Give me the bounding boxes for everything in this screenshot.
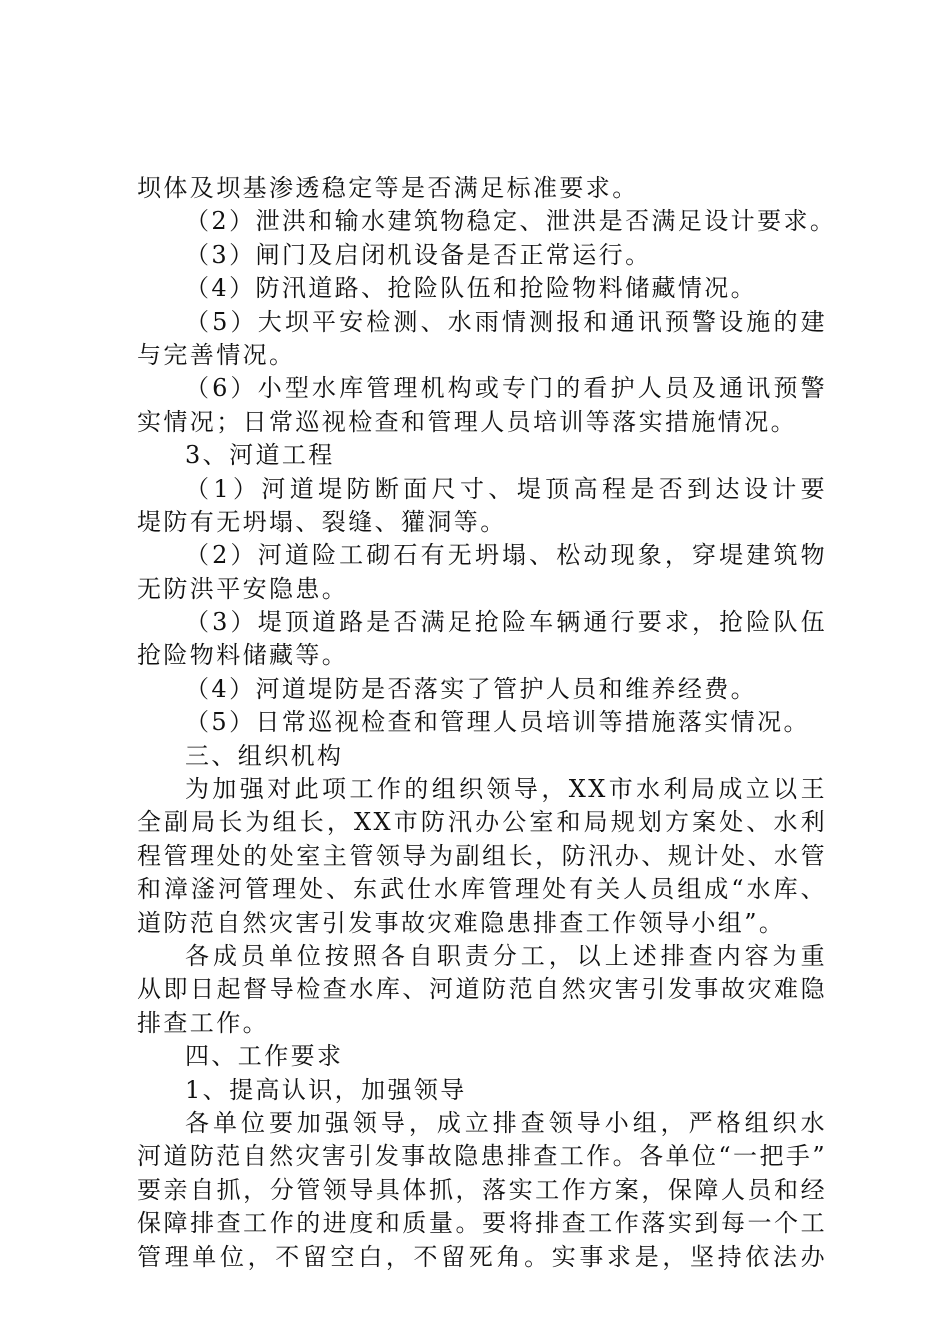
text-line: 3、河道工程: [185, 441, 335, 470]
text-line: 要亲自抓，分管领导具体抓，落实工作方案，保障人员和经: [137, 1175, 827, 1204]
text-line: 保障排查工作的进度和质量。要将排查工作落实到每一个工: [137, 1209, 827, 1238]
text-line: 四、工作要求: [185, 1042, 344, 1071]
text-line: 和漳滏河管理处、东武仕水库管理处有关人员组成“水库、: [137, 875, 827, 904]
text-line: 管理单位，不留空白，不留死角。实事求是，坚持依法办: [137, 1242, 827, 1271]
text-line: （5）大坝平安检测、水雨情测报和通讯预警设施的建: [185, 307, 827, 336]
text-line: 无防洪平安隐患。: [137, 574, 349, 603]
text-line: （3）堤顶道路是否满足抢险车辆通行要求，抢险队伍: [185, 608, 827, 637]
text-line: （2）泄洪和输水建筑物稳定、泄洪是否满足设计要求。: [185, 207, 837, 236]
text-line: 排查工作。: [137, 1008, 269, 1037]
text-line: （3）闸门及启闭机设备是否正常运行。: [185, 240, 652, 269]
text-line: 从即日起督导检查水库、河道防范自然灾害引发事故灾难隐: [137, 975, 827, 1004]
text-line: 各单位要加强领导，成立排查领导小组，严格组织水: [185, 1108, 827, 1137]
text-line: 程管理处的处室主管领导为副组长，防汛办、规计处、水管: [137, 841, 827, 870]
text-line: 抢险物料储藏等。: [137, 641, 349, 670]
document-body: [137, 172, 837, 1274]
text-line: 为加强对此项工作的组织领导，XX市水利局成立以王: [185, 775, 827, 804]
text-line: （4）河道堤防是否落实了管护人员和维养经费。: [185, 674, 758, 703]
text-line: 全副局长为组长，XX市防汛办公室和局规划方案处、水利: [137, 808, 827, 837]
text-line: （5）日常巡视检查和管理人员培训等措施落实情况。: [185, 708, 810, 737]
text-line: （4）防汛道路、抢险队伍和抢险物料储藏情况。: [185, 274, 758, 303]
text-line: 堤防有无坍塌、裂缝、獾洞等。: [137, 507, 507, 536]
text-line: 与完善情况。: [137, 340, 296, 369]
text-line: 道防范自然灾害引发事故灾难隐患排查工作领导小组”。: [137, 908, 786, 937]
text-line: （2）河道险工砌石有无坍塌、松动现象，穿堤建筑物: [185, 541, 827, 570]
text-line: 三、组织机构: [185, 741, 344, 770]
text-line: 各成员单位按照各自职责分工，以上述排查内容为重: [185, 941, 827, 970]
text-line: （1）河道堤防断面尺寸、堤顶高程是否到达设计要: [185, 474, 827, 503]
text-line: 坝体及坝基渗透稳定等是否满足标准要求。: [137, 174, 639, 202]
text-line: 实情况；日常巡视检查和管理人员培训等落实措施情况。: [137, 407, 797, 436]
text-line: 1、提高认识，加强领导: [185, 1075, 467, 1104]
text-line: （6）小型水库管理机构或专门的看护人员及通讯预警: [185, 374, 827, 403]
text-line: 河道防范自然灾害引发事故隐患排查工作。各单位“一把手”: [137, 1142, 827, 1171]
